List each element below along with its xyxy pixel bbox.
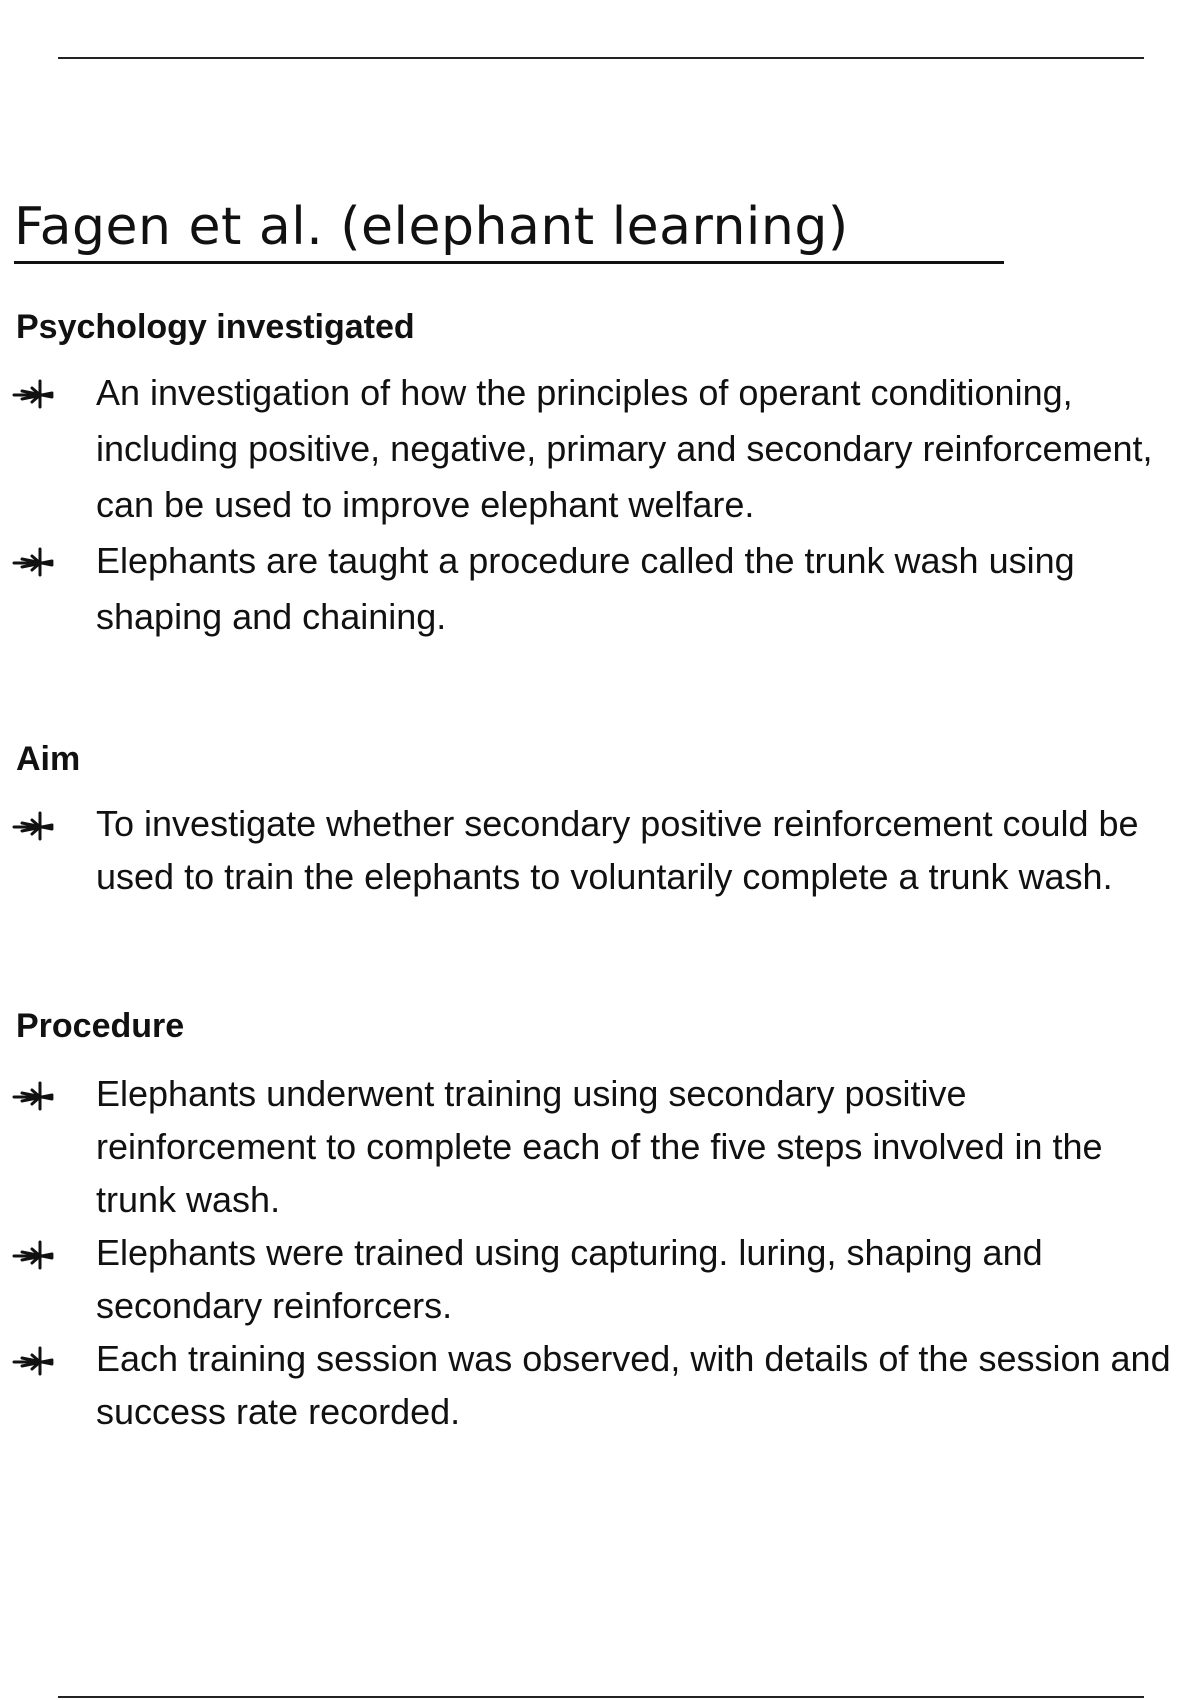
list-item [0,1067,1190,1226]
list-item [0,533,1190,645]
bullet-text: Each training session was observed, with details of the session and success rate recorded. [96,1338,1171,1432]
list-item [0,1226,1190,1332]
psychology-investigated-list [0,365,1190,645]
list-item [0,797,1190,903]
arrow-bullet-icon [12,807,58,843]
section-heading-psychology-investigated: Psychology investigated [16,308,415,346]
section-heading-procedure: Procedure [16,1007,185,1045]
page-title: Fagen et al. (elephant learning) [14,197,849,257]
arrow-bullet-icon [12,1342,58,1378]
aim-list [0,797,1190,903]
arrow-bullet-icon [12,1077,58,1113]
bullet-text: Elephants are taught a procedure called the trunk wash using shaping and chaining. [96,540,1075,637]
bullet-text: Elephants underwent training using secondary positive reinforcement to complete each of the five steps involved in the trunk wash. [96,1073,1103,1220]
arrow-bullet-icon [12,1236,58,1272]
section-heading-aim: Aim [16,740,81,778]
title-underline [14,261,1004,264]
bullet-text: To investigate whether secondary positive reinforcement could be used to train the elephants to voluntarily complete a trunk wash. [96,803,1139,897]
bullet-text: An investigation of how the principles of operant conditioning, including positive, negative, primary and secondary reinforcement, can be used to improve elephant welfare. [96,372,1153,525]
list-item [0,365,1190,533]
arrow-bullet-icon [12,543,58,579]
list-item [0,1332,1190,1438]
arrow-bullet-icon [12,375,58,411]
bullet-text: Elephants were trained using capturing. luring, shaping and secondary reinforcers. [96,1232,1043,1326]
bottom-rule [58,1696,1144,1698]
procedure-list [0,1067,1190,1438]
top-rule [58,57,1144,59]
